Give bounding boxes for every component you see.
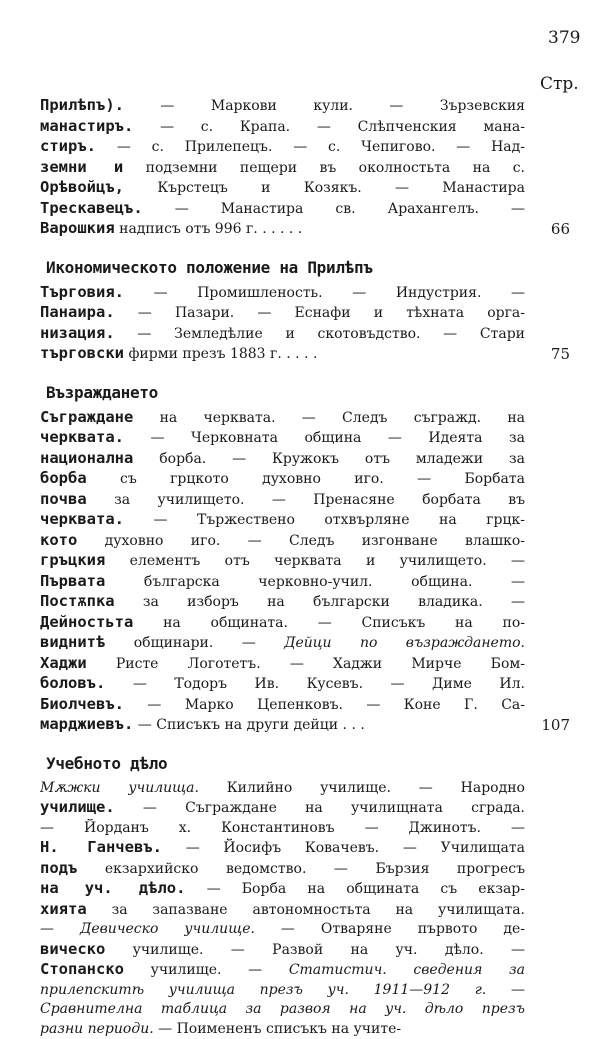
lead-word: стиръ.	[40, 137, 96, 155]
line-text: —	[40, 921, 80, 937]
lead-word: Дейностьта	[40, 613, 133, 631]
toc-line	[40, 859, 525, 880]
lead-word: земни и	[40, 158, 123, 176]
toc-line	[40, 283, 525, 304]
line-text: Ристе Логотетъ. — Хаджи Мирче Бом-	[87, 656, 525, 672]
toc-line	[40, 510, 525, 531]
lead-word: на уч. дѣло.	[40, 879, 185, 897]
lead-word: кото	[40, 531, 77, 549]
column-label: Стр.	[540, 74, 579, 94]
italic-text: разни периоди.	[40, 1021, 154, 1037]
line-text: — Земледѣлие и скотовъдство. — Стари	[115, 326, 525, 342]
toc-line	[40, 531, 525, 552]
lead-word: гръцкия	[40, 551, 105, 569]
lead-word: Първата	[40, 572, 105, 590]
toc-line	[40, 117, 525, 138]
page-number: 379	[548, 28, 580, 48]
line-text: — Тържествено отхвърляне на грцк-	[124, 512, 525, 528]
italic-text: Сравнителна таблица за развоя на уч. дѣло презъ	[40, 1001, 525, 1017]
line-text: подземни пещери въ околностьта на с.	[123, 160, 525, 176]
page-reference: 75	[551, 345, 570, 363]
lead-word: вическо	[40, 940, 105, 958]
lead-word: борба	[40, 469, 87, 487]
lead-word: Панаира.	[40, 303, 115, 321]
toc-line	[40, 178, 525, 199]
line-text: българска черковно-учил. община. —	[105, 574, 525, 590]
lead-word: почва	[40, 490, 87, 508]
toc-line	[40, 490, 525, 511]
section-title: Икономическото положение на Прилѣпъ	[46, 258, 525, 277]
toc-line	[40, 158, 525, 179]
line-text: — Тодоръ Ив. Кусевъ. — Диме Ил.	[105, 676, 525, 692]
toc-entry	[40, 96, 525, 240]
toc-line	[40, 654, 525, 675]
line-text: — Йорданъ х. Константиновъ — Джинотъ. —	[40, 820, 525, 836]
page-reference: 107	[541, 716, 570, 734]
line-text: общинари. —	[105, 635, 284, 651]
toc-line	[40, 1020, 525, 1039]
italic-text: Дейци по възраждането.	[284, 635, 525, 651]
line-text: — Поимененъ списъкъ на учите-	[154, 1021, 401, 1037]
line-text: съ грцкото духовно иго. — Борбата	[87, 471, 525, 487]
line-text: надписъ отъ 996 г. . . . . .	[115, 221, 303, 237]
section-title: Учебното дѣло	[46, 754, 525, 773]
page-reference: 66	[551, 220, 570, 238]
toc-line	[40, 633, 525, 654]
italic-text: прилепскитѣ училища презъ уч. 1911—912 г. —	[40, 982, 525, 998]
toc-entry	[40, 283, 525, 365]
lead-word: национална	[40, 449, 133, 467]
line-text: за запазване автономностьта на училищата.	[87, 902, 525, 918]
italic-text: Девическо училище.	[80, 921, 255, 937]
toc-line	[40, 551, 525, 572]
toc-line	[40, 920, 525, 940]
toc-line	[40, 674, 525, 695]
line-text: — Йосифъ Ковачевъ. — Училищата	[162, 840, 525, 856]
toc-line	[40, 449, 525, 470]
lead-word: Прилѣпъ).	[40, 96, 124, 114]
lead-word: Съграждане	[40, 408, 133, 426]
lead-word: Варошкия	[40, 219, 115, 237]
lead-word: търговски	[40, 344, 124, 362]
toc-entry	[40, 408, 525, 736]
line-text: борба. — Кружокъ отъ младежи за	[133, 451, 525, 467]
lead-word: Търговия.	[40, 283, 124, 301]
lead-word: Н. Ганчевъ.	[40, 838, 162, 856]
italic-text: Статистич. сведения за	[289, 962, 525, 978]
lead-word: Орѣвойцъ,	[40, 178, 124, 196]
toc-line	[40, 940, 525, 961]
line-text: — Отваряне първото де-	[255, 921, 525, 937]
line-text: — с. Прилепецъ. — с. Чепигово. — Над-	[96, 139, 525, 155]
line-text: — Съграждане на училищната сграда.	[115, 800, 525, 816]
line-text: — Промишленость. — Индустрия. —	[124, 285, 525, 301]
line-text: на черквата. — Следъ съгражд. на	[133, 410, 525, 426]
line-text: за училището. — Пренасяне борбата въ	[87, 492, 525, 508]
line-text: училище. —	[124, 962, 289, 978]
line-text: — Борба на общината съ екзар-	[185, 881, 525, 897]
lead-word: Хаджи	[40, 654, 87, 672]
table-of-contents	[40, 96, 525, 1039]
toc-line	[40, 613, 525, 634]
toc-line	[40, 798, 525, 819]
lead-word: боловъ.	[40, 674, 105, 692]
toc-line	[40, 469, 525, 490]
line-text: Килийно училище. — Народно	[199, 780, 525, 796]
line-text: — Пазари. — Еснафи и тѣхната орга-	[115, 305, 525, 321]
line-text: за изборъ на български владика. —	[115, 594, 525, 610]
lead-word: училище.	[40, 798, 115, 816]
toc-line	[40, 428, 525, 449]
toc-line	[40, 819, 525, 839]
lead-word: манастиръ.	[40, 117, 133, 135]
lead-word: Биолчевъ.	[40, 695, 124, 713]
line-text: екзархийско ведомство. — Бързия прогресъ	[77, 861, 525, 877]
toc-line	[40, 715, 525, 736]
toc-line	[40, 592, 525, 613]
lead-word: виднитѣ	[40, 633, 105, 651]
toc-line	[40, 303, 525, 324]
line-text: — Маркови кули. — Зързевския	[124, 98, 525, 114]
lead-word: Постѫпка	[40, 592, 115, 610]
toc-line	[40, 1000, 525, 1020]
lead-word: черквата.	[40, 428, 124, 446]
line-text: — Манастира св. Арахангелъ. —	[143, 201, 525, 217]
line-text: — Марко Цепенковъ. — Коне Г. Са-	[124, 697, 525, 713]
toc-line	[40, 199, 525, 220]
toc-line	[40, 695, 525, 716]
toc-entry	[40, 779, 525, 1039]
italic-text: Мѫжки училища.	[40, 780, 199, 796]
line-text: елементъ отъ черквата и училището. —	[105, 553, 525, 569]
toc-line	[40, 838, 525, 859]
line-text: фирми презъ 1883 г. . . . .	[124, 346, 317, 362]
line-text: на общината. — Списъкъ на по-	[133, 615, 525, 631]
toc-line	[40, 879, 525, 900]
toc-line	[40, 137, 525, 158]
lead-word: низация.	[40, 324, 115, 342]
toc-line	[40, 344, 525, 365]
lead-word: подъ	[40, 859, 77, 877]
toc-line	[40, 900, 525, 921]
lead-word: Трескавецъ.	[40, 199, 143, 217]
line-text: Кърстецъ и Козякъ. — Манастира	[124, 180, 525, 196]
lead-word: хията	[40, 900, 87, 918]
line-text: духовно иго. — Следъ изгонване влашко-	[77, 533, 525, 549]
line-text: училище. — Развой на уч. дѣло. —	[105, 942, 525, 958]
section-title: Възраждането	[46, 383, 525, 402]
line-text: — Черковната община — Идеята за	[124, 430, 525, 446]
lead-word: черквата.	[40, 510, 124, 528]
toc-line	[40, 219, 525, 240]
toc-line	[40, 324, 525, 345]
toc-line	[40, 960, 525, 981]
toc-line	[40, 96, 525, 117]
toc-line	[40, 408, 525, 429]
line-text: — с. Крапа. — Слѣпченския мана-	[133, 119, 525, 135]
lead-word: Стопанско	[40, 960, 124, 978]
lead-word: марджиевъ.	[40, 715, 133, 733]
line-text: — Списъкъ на други дейци . . .	[133, 717, 364, 733]
toc-line	[40, 981, 525, 1001]
toc-line	[40, 572, 525, 593]
toc-line	[40, 779, 525, 799]
